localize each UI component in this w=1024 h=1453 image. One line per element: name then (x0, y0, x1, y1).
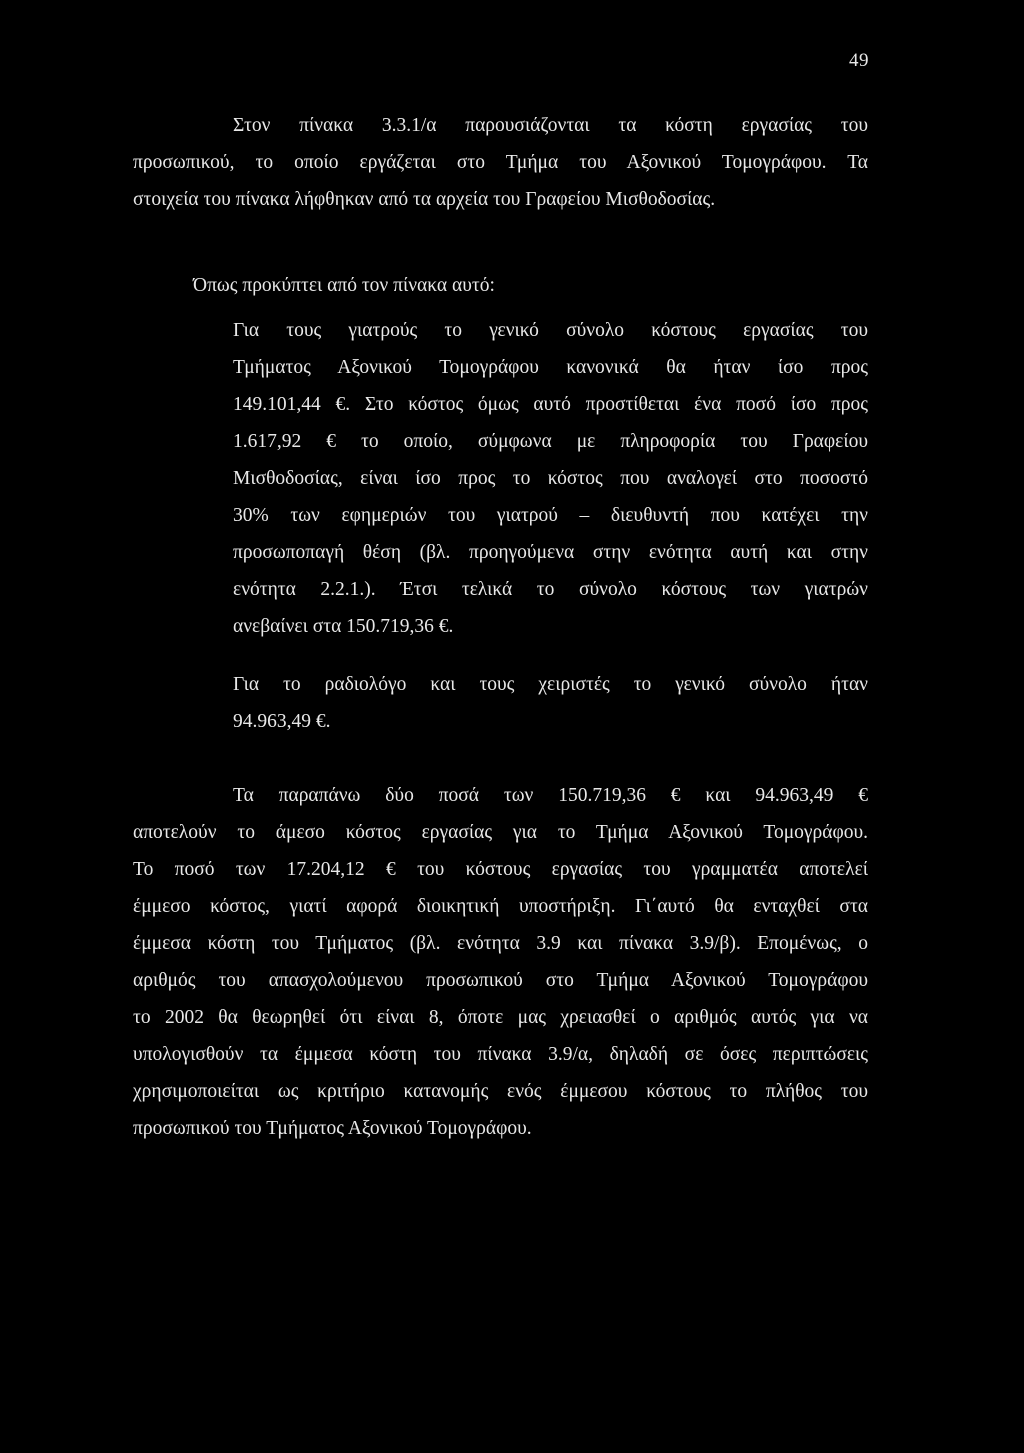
text-line: ανεβαίνει στα 150.719,36 €. (233, 616, 454, 637)
text-line: έμμεσα κόστη του Τμήματος (βλ. ενότητα 3.9 και πίνακα 3.9/β). Επομένως, ο (133, 933, 868, 954)
text-line: προσωπικού, το οποίο εργάζεται στο Τμήμα του Αξονικού Τομογράφου. Τα (133, 152, 868, 173)
page-number: 49 (849, 50, 869, 71)
text-line: Τα παραπάνω δύο ποσά των 150.719,36 € και 94.963,49 € (233, 785, 868, 806)
text-line: Για τους γιατρούς το γενικό σύνολο κόστους εργασίας του (233, 320, 868, 341)
text-line: 149.101,44 €. Στο κόστος όμως αυτό προστίθεται ένα ποσό ίσο προς (233, 394, 868, 415)
text-line: χρησιμοποιείται ως κριτήριο κατανομής ενός έμμεσου κόστους το πλήθος του (133, 1081, 868, 1102)
findings-lead (193, 267, 868, 304)
text-line: έμμεσο κόστος, γιατί αφορά διοικητική υποστήριξη. Γι΄αυτό θα ενταχθεί στα (133, 896, 868, 917)
text-line: στοιχεία του πίνακα λήφθηκαν από τα αρχεία του Γραφείου Μισθοδοσίας. (133, 189, 716, 210)
text-line: Για το ραδιολόγο και τους χειριστές το γενικό σύνολο ήταν (233, 674, 868, 695)
findings-paragraph (233, 312, 868, 645)
text-line: 94.963,49 €. (233, 711, 331, 732)
text-line: προσωπικού του Τμήματος Αξονικού Τομογράφου. (133, 1118, 532, 1139)
text-line: αποτελούν το άμεσο κόστος εργασίας για το Τμήμα Αξονικού Τομογράφου. (133, 822, 868, 843)
text-line: Όπως προκύπτει από τον πίνακα αυτό: (193, 275, 495, 296)
text-line: ενότητα 2.2.1.). Έτσι τελικά το σύνολο κόστους των γιατρών (233, 579, 868, 600)
text-line: 1.617,92 € το οποίο, σύμφωνα με πληροφορία του Γραφείου (233, 431, 868, 452)
text-line: Το ποσό των 17.204,12 € του κόστους εργασίας του γραμματέα αποτελεί (133, 859, 868, 880)
text-line: το 2002 θα θεωρηθεί ότι είναι 8, όποτε μας χρειασθεί ο αριθμός αυτός για να (133, 1007, 868, 1028)
text-line: αριθμός του απασχολούμενου προσωπικού στο Τμήμα Αξονικού Τομογράφου (133, 970, 868, 991)
intro-paragraph (133, 107, 868, 218)
text-line: υπολογισθούν τα έμμεσα κόστη του πίνακα 3.9/α, δηλαδή σε όσες περιπτώσεις (133, 1044, 868, 1065)
conclusion-paragraph (133, 777, 868, 1147)
text-line: Στον πίνακα 3.3.1/α παρουσιάζονται τα κόστη εργασίας του (233, 115, 868, 136)
text-line: Μισθοδοσίας, είναι ίσο προς το κόστος που αναλογεί στο ποσοστό (233, 468, 868, 489)
text-line: προσωποπαγή θέση (βλ. προηγούμενα στην ενότητα αυτή και στην (233, 542, 868, 563)
text-line: 30% των εφημεριών του γιατρού – διευθυντή που κατέχει την (233, 505, 868, 526)
findings-paragraph-2 (233, 666, 868, 740)
text-line: Τμήματος Αξονικού Τομογράφου κανονικά θα ήταν ίσο προς (233, 357, 868, 378)
